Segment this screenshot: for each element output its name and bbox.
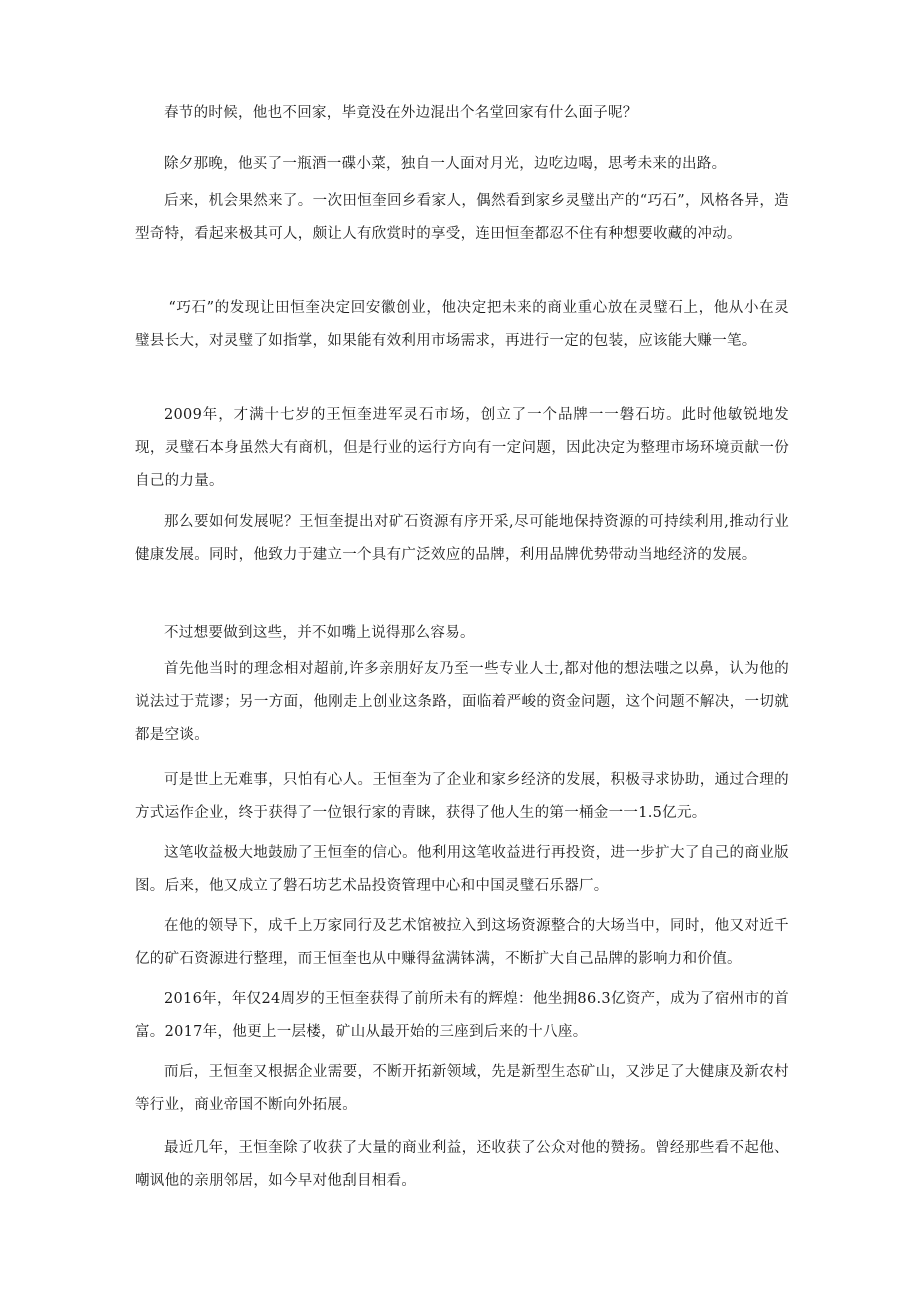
paragraph: 除夕那晚，他买了一瓶酒一碟小菜，独自一人面对月光，边吃边喝，思考未来的出路。 bbox=[164, 156, 727, 172]
paragraph: 可是世上无难事，只怕有心人。王恒奎为了企业和家乡经济的发展，积极寻求协助，通过合理的方式运作企业，终于获得了一位银行家的青睐，获得了他人生的第一桶金一一1.5亿元。 bbox=[135, 772, 789, 821]
paragraph: 最近几年，王恒奎除了收获了大量的商业利益，还收获了公众对他的赞扬。曾经那些看不起他、嘲讽他的亲朋邻居，如今早对他刮目相看。 bbox=[135, 1140, 789, 1189]
paragraph: 春节的时候，他也不回家，毕竟没在外边混出个名堂回家有什么面子呢？ bbox=[164, 105, 638, 121]
paragraph: 而后，王恒奎又根据企业需要，不断开拓新领域，先是新型生态矿山，又涉足了大健康及新农村等行业，商业帝国不断向外拓展。 bbox=[135, 1064, 789, 1113]
paragraph: 后来，机会果然来了。一次田恒奎回乡看家人，偶然看到家乡灵璧出产的“巧石”，风格各异，造型奇特，看起来极其可人，颇让人有欣赏时的享受，连田恒奎都忍不住有种想要收藏的冲动。 bbox=[135, 193, 789, 242]
paragraph: 不过想要做到这些，并不如嘴上说得那么容易。 bbox=[164, 625, 475, 641]
paragraph: 2016年，年仅24周岁的王恒奎获得了前所未有的辉煌：他坐拥86.3亿资产，成为了宿州市的首富。2017年，他更上一层楼，矿山从最开始的三座到后来的十八座。 bbox=[135, 991, 789, 1040]
paragraph: 那么要如何发展呢？王恒奎提出对矿石资源有序开采,尽可能地保持资源的可持续利用,推动行业健康发展。同时，他致力于建立一个具有广泛效应的品牌，利用品牌优势带动当地经济的发展。 bbox=[135, 514, 789, 563]
paragraph: 2009年，才满十七岁的王恒奎进军灵石市场，创立了一个品牌一一磐石坊。此时他敏锐地发现，灵璧石本身虽然大有商机，但是行业的运行方向有一定问题，因此决定为整理市场环境贡献一份自己的力量。 bbox=[135, 407, 789, 489]
paragraph: 在他的领导下，成千上万家同行及艺术馆被拉入到这场资源整合的大场当中，同时，他又对近千亿的矿石资源进行整理，而王恒奎也从中赚得盆满钵满，不断扩大自己品牌的影响力和价值。 bbox=[135, 918, 789, 967]
paragraph: “巧石”的发现让田恒奎决定回安徽创业，他决定把未来的商业重心放在灵璧石上，他从小在灵璧县长大，对灵璧了如指掌，如果能有效利用市场需求，再进行一定的包装，应该能大赚一笔。 bbox=[135, 300, 789, 349]
paragraph: 这笔收益极大地鼓励了王恒奎的信心。他利用这笔收益进行再投资，进一步扩大了自己的商业版图。后来，他又成立了磐石坊艺术品投资管理中心和中国灵璧石乐器厂。 bbox=[135, 845, 789, 894]
paragraph: 首先他当时的理念相对超前,许多亲朋好友乃至一些专业人士,都对他的想法嗤之以鼻，认为他的说法过于荒谬；另一方面，他刚走上创业这条路，面临着严峻的资金问题，这个问题不解决，一切就都是空谈。 bbox=[135, 661, 789, 743]
